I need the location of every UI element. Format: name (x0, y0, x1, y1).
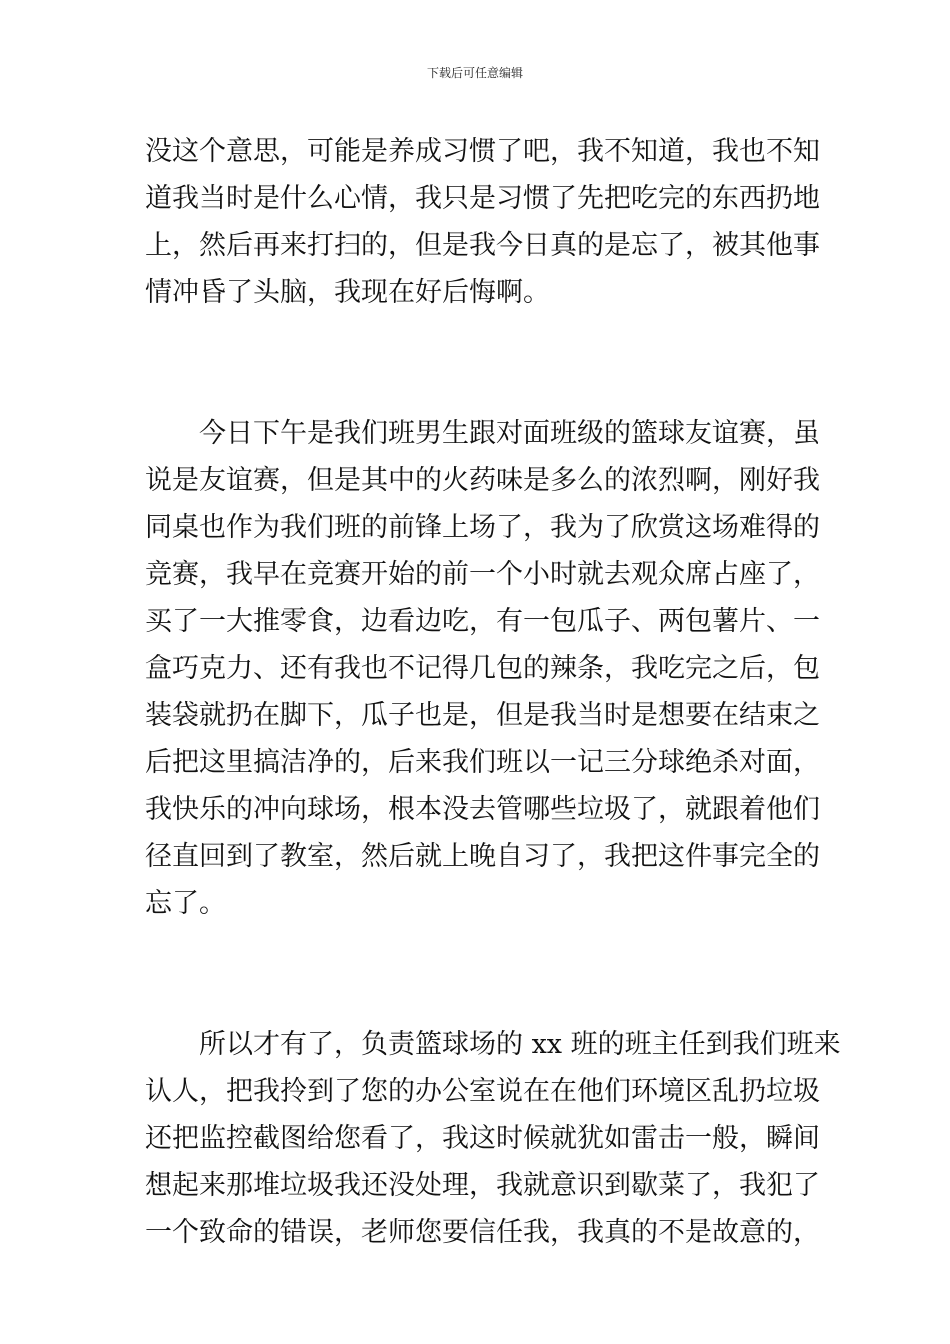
text-line: 后把这里搞洁净的，后来我们班以一记三分球绝杀对面， (145, 747, 820, 778)
paragraph-1 (145, 128, 820, 316)
text-line: 认人，把我拎到了您的办公室说在在他们环境区乱扔垃圾 (145, 1076, 820, 1107)
document-body (145, 128, 841, 1256)
text-line: 所以才有了，负责篮球场的 xx 班的班主任到我们班来 (145, 1029, 841, 1060)
text-line: 买了一大推零食，边看边吃，有一包瓜子、两包薯片、一 (145, 606, 820, 637)
text-line: 盒巧克力、还有我也不记得几包的辣条，我吃完之后，包 (145, 653, 820, 684)
text-line: 忘了。 (145, 888, 226, 919)
text-line: 还把监控截图给您看了，我这时候就犹如雷击一般，瞬间 (145, 1123, 820, 1154)
text-line: 道我当时是什么心情，我只是习惯了先把吃完的东西扔地 (145, 183, 820, 214)
text-line: 没这个意思，可能是养成习惯了吧，我不知道，我也不知 (145, 136, 820, 167)
text-line: 我快乐的冲向球场，根本没去管哪些垃圾了，就跟着他们 (145, 794, 820, 825)
text-line: 今日下午是我们班男生跟对面班级的篮球友谊赛，虽 (145, 418, 820, 449)
paragraph-spacer (145, 316, 807, 410)
paragraph-3 (145, 1021, 841, 1256)
text-line: 竞赛，我早在竞赛开始的前一个小时就去观众席占座了， (145, 559, 820, 590)
text-line: 同桌也作为我们班的前锋上场了，我为了欣赏这场难得的 (145, 512, 820, 543)
paragraph-spacer (145, 927, 807, 1021)
page-header: 下载后可任意编辑 (426, 66, 523, 80)
text-line: 装袋就扔在脚下，瓜子也是，但是我当时是想要在结束之 (145, 700, 820, 731)
text-line: 情冲昏了头脑，我现在好后悔啊。 (145, 277, 550, 308)
text-line: 径直回到了教室，然后就上晚自习了，我把这件事完全的 (145, 841, 820, 872)
text-line: 说是友谊赛，但是其中的火药味是多么的浓烈啊，刚好我 (145, 465, 820, 496)
text-line: 上，然后再来打扫的，但是我今日真的是忘了，被其他事 (145, 230, 820, 261)
paragraph-2 (145, 410, 820, 927)
text-line: 想起来那堆垃圾我还没处理，我就意识到歇菜了，我犯了 (145, 1170, 820, 1201)
text-line: 一个致命的错误，老师您要信任我，我真的不是故意的， (145, 1217, 820, 1248)
